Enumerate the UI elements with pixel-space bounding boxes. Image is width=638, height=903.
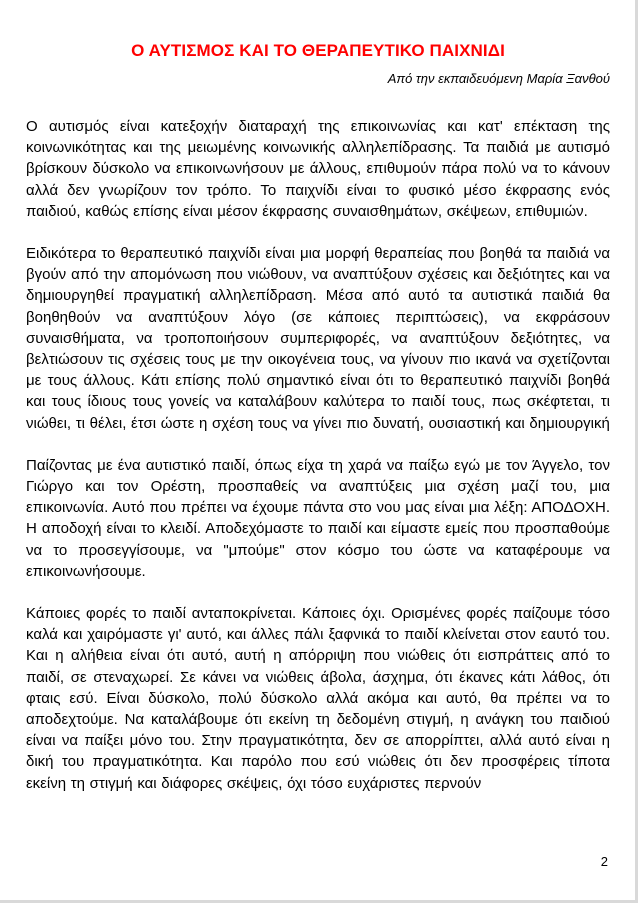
paragraph-1: Ο αυτισμός είναι κατεξοχήν διαταραχή της επικοινωνίας και κατ' επέκταση της κοινωνικότητας και της μειωμένης κοινωνικής αλληλεπίδρασης. Τα παιδιά με αυτισμό βρίσκουν δύσκολο να επικοινωνήσουν με άλλους, επιθυμούν πάρα πολύ να το κάνουν αλλά δεν γνωρίζουν τον τρόπο. Το παιχνίδι είναι το φυσικό μέσο έκφρασης ενός παιδιού, καθώς επίσης είναι μέσον έκφρασης συναισθημάτων, σκέψεων, επιθυμιών. <box>26 118 610 220</box>
document-title: Ο ΑΥΤΙΣΜΟΣ ΚΑΙ ΤΟ ΘΕΡΑΠΕΥΤΙΚΟ ΠΑΙΧΝΙΔΙ <box>131 41 505 60</box>
paragraph-3: Παίζοντας με ένα αυτιστικό παιδί, όπως είχα τη χαρά να παίξω εγώ με τον Άγγελο, τον Γιώργο και τον Ορέστη, προσπαθείς να αναπτύξεις μια σχέση μαζί του, μια επικοινωνία. Αυτό που πρέπει να έχουμε πάντα στο νου μας είναι μια λέξη: ΑΠΟΔΟΧΗ. Η αποδοχή είναι το κλειδί. Αποδεχόμαστε το παιδί και είμαστε εμείς που προσπαθούμε να το προσεγγίσουμε, να "μπούμε" στον κόσμο του ώστε να καταφέρουμε να επικοινωνήσουμε. <box>26 456 610 580</box>
paragraph-2: Ειδικότερα το θεραπευτικό παιχνίδι είναι μια μορφή θεραπείας που βοηθά τα παιδιά να βγούν από την απομόνωση που νιώθουν, να αναπτύξουν σχέσεις και δεξιότητες και να δημιουργηθεί πραγματική αλληλεπίδραση. Μέσα από αυτό τα αυτιστικά παιδιά θα βοηθηθούν να αναπτύξουν λόγο (σε κάποιες περιπτώσεις), να εκφράσουν συναισθήματα, να τροποποιήσουν συμπεριφορές, να αναπτύξουν δεξιότητες, να βελτιώσουν τις σχέσεις τους με την οικογένεια τους, να γίνουν πιο ικανά να σχετίζονται με τους άλλους. Κάτι επίσης πολύ σημαντικό είναι ότι το θεραπευτικό παιχνίδι βοηθά και τους ίδιους τους γονείς να καταλάβουν καλύτερα το παιδί τους, πως σκέφτεται, τι νιώθει, τι θέλει, έτσι ώστε η σχέση τους να γίνει πιο δυνατή, ουσιαστική και δημιουργική <box>26 245 610 432</box>
paragraph-4: Κάποιες φορές το παιδί ανταποκρίνεται. Κάποιες όχι. Ορισμένες φορές παίζουμε τόσο καλά και χαιρόμαστε γι' αυτό, και άλλες πάλι ξαφνικά το παιδί κλείνεται στον εαυτό του. Και η αλήθεια είναι ότι αυτό, αυτή η απόρριψη που νιώθεις ότι εισπράττεις από το παιδί, σε στεναχωρεί. Σε κάνει να νιώθεις άβολα, άσχημα, ότι έκανες κάτι λάθος, ότι φταις εσύ. Είναι δύσκολο, πολύ δύσκολο αλλά ακόμα και αυτό, θα πρέπει να το αποδεχτούμε. Να καταλάβουμε ότι εκείνη τη δεδομένη στιγμή, η ανάγκη του παιδιού είναι να παίξει μόνο του. Στην πραγματικότητα, δεν σε απορρίπτει, αλλά αυτό είναι η δική του πραγματικότητα. Και παρόλο που εσύ νιώθεις ότι δεν προσφέρεις τίποτα εκείνη τη στιγμή και διάφορες σκέψεις, όχι τόσο ευχάριστες περνούν <box>26 605 610 792</box>
document-author: Από την εκπαιδευόμενη Μαρία Ξανθού <box>387 71 610 86</box>
page-number: 2 <box>600 854 608 869</box>
document-body <box>26 40 610 815</box>
